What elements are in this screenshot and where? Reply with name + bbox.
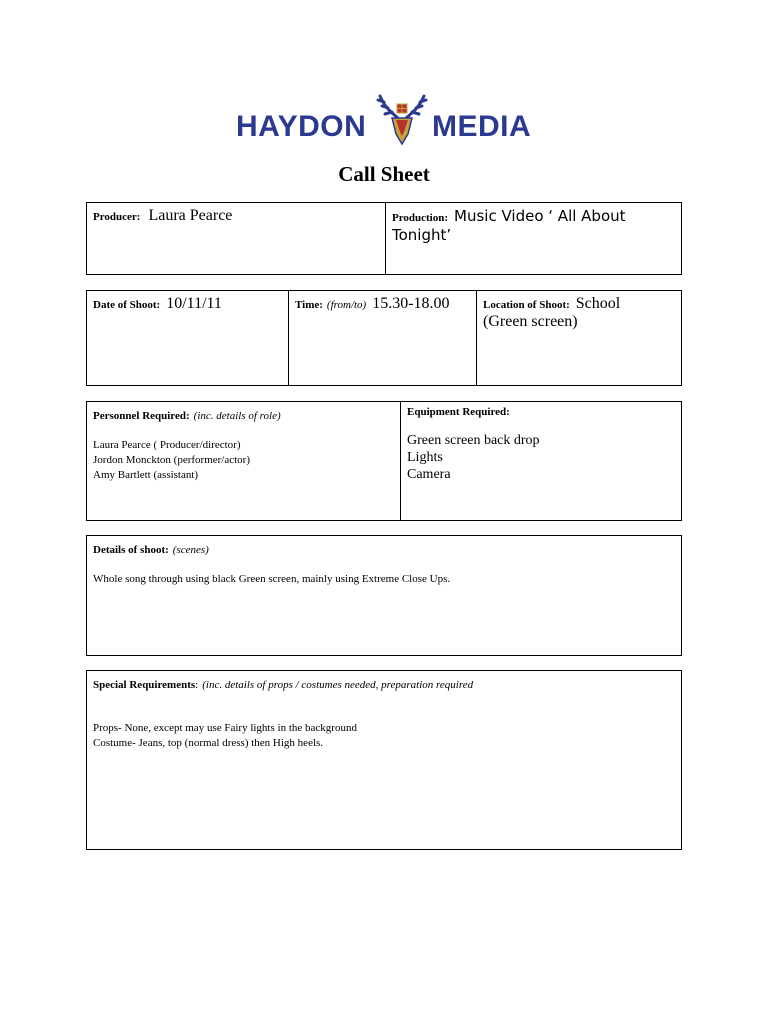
details-box: [86, 535, 682, 656]
location-cell: [476, 291, 681, 385]
date-cell: [87, 291, 288, 385]
special-props-line: Props- None, except may use Fairy lights in the background: [93, 722, 357, 734]
details-text: Whole song through using black Green screen, mainly using Extreme Close Ups.: [93, 573, 451, 585]
producer-cell: [87, 203, 385, 274]
personnel-label: Personnel Required:: [93, 410, 190, 422]
equipment-item: Lights: [407, 450, 443, 465]
personnel-cell: [87, 402, 400, 520]
special-colon: :: [195, 679, 199, 691]
producer-value: Laura Pearce: [148, 207, 233, 224]
time-value: 15.30-18.00: [372, 295, 450, 312]
time-label: Time:: [295, 299, 323, 311]
date-value: 10/11/11: [166, 295, 222, 312]
time-cell: [288, 291, 476, 385]
brand-word-media: MEDIA: [432, 110, 532, 143]
personnel-item: Laura Pearce ( Producer/director): [93, 439, 241, 451]
personnel-hint: (inc. details of role): [193, 410, 281, 422]
date-label: Date of Shoot:: [93, 299, 161, 311]
equipment-item: Green screen back drop: [407, 433, 540, 448]
brand-word-haydon: HAYDON: [236, 110, 367, 143]
time-hint: (from/to): [326, 299, 367, 311]
page-title: Call Sheet: [338, 162, 430, 186]
details-hint: (scenes): [172, 544, 209, 556]
special-label: Special Requirements: [93, 679, 196, 691]
special-box: [86, 670, 682, 850]
resources-box: [86, 401, 682, 521]
location-label: Location of Shoot:: [483, 299, 570, 311]
equipment-item: Camera: [407, 467, 451, 482]
production-value-line2: Tonight’: [392, 226, 452, 244]
stag-head-icon: [370, 90, 434, 146]
equipment-cell: [400, 402, 681, 520]
production-label: Production:: [392, 212, 449, 224]
location-value-line1: School: [575, 295, 621, 312]
producer-label: Producer:: [93, 211, 141, 223]
personnel-item: Amy Bartlett (assistant): [93, 469, 199, 481]
details-label: Details of shoot:: [93, 544, 169, 556]
production-box: [86, 202, 682, 275]
production-cell: [385, 203, 681, 274]
location-value-line2: (Green screen): [483, 313, 578, 330]
brand-logo: [0, 90, 768, 150]
special-hint: (inc. details of props / costumes needed, preparation required: [202, 679, 474, 691]
special-costume-line: Costume- Jeans, top (normal dress) then High heels.: [93, 737, 324, 749]
production-value-line1: Music Video ‘ All About: [454, 207, 626, 225]
equipment-label: Equipment Required:: [407, 406, 510, 418]
shoot-box: [86, 290, 682, 386]
personnel-item: Jordon Monckton (performer/actor): [93, 454, 251, 466]
